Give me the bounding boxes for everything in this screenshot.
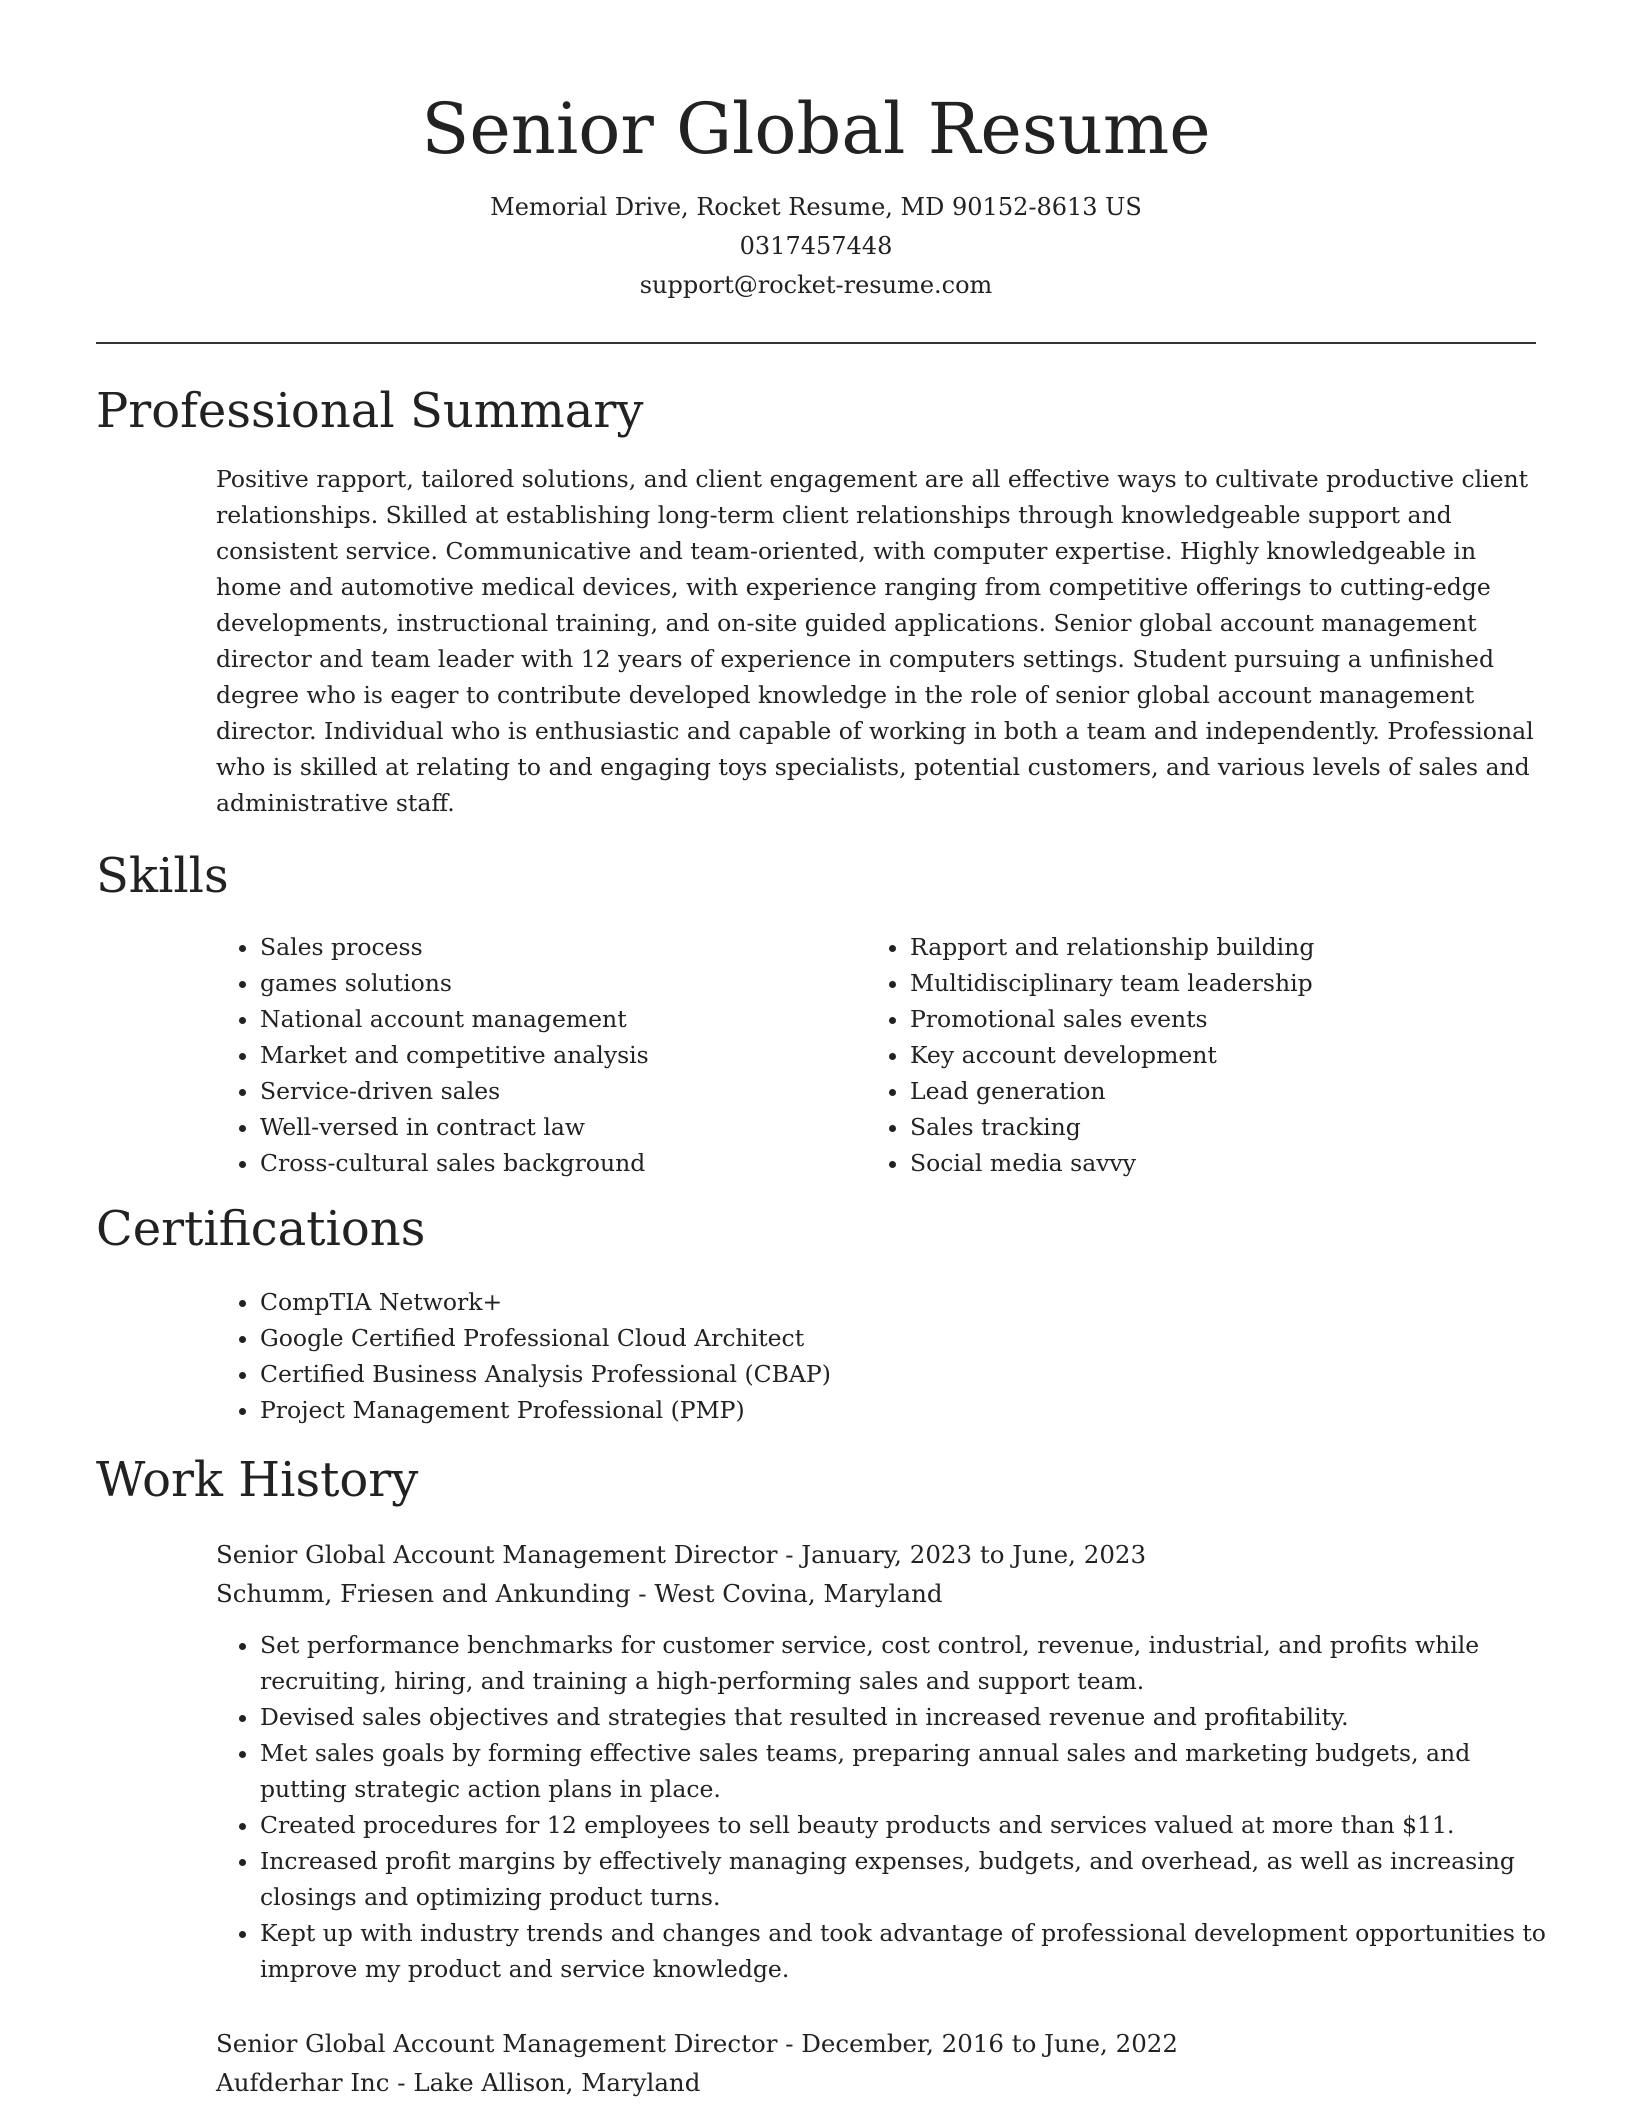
section-title-skills: Skills	[96, 848, 229, 904]
skill-item: • Promotional sales events	[910, 1001, 1570, 1037]
certification-item: • CompTIA Network+	[260, 1284, 1260, 1320]
resume-header	[0, 0, 1632, 305]
job-bullet: • Met sales goals by forming effective sales teams, preparing annual sales and marketing budgets, and putting strategic action plans in place.	[260, 1735, 1546, 1807]
skill-item: • Sales tracking	[910, 1109, 1570, 1145]
job-role: Senior Global Account Management Director	[216, 1540, 778, 1569]
certification-item: • Project Management Professional (PMP)	[260, 1392, 1260, 1428]
job-dates: January, 2023 to June, 2023	[801, 1540, 1147, 1569]
skill-item: • Social media savvy	[910, 1145, 1570, 1181]
contact-email: support@rocket-resume.com	[639, 271, 993, 299]
skill-item: • Cross-cultural sales background	[260, 1145, 860, 1181]
job-bullet: • Set performance benchmarks for customer service, cost control, revenue, industrial, and profits while recruiting, hiring, and training a high-performing sales and support team.	[260, 1627, 1546, 1699]
job-dates: December, 2016 to June, 2022	[801, 2029, 1178, 2058]
section-title-work-history: Work History	[96, 1452, 419, 1508]
skill-item: • Rapport and relationship building	[910, 929, 1570, 965]
skill-item: • Key account development	[910, 1037, 1570, 1073]
skill-item: • Market and competitive analysis	[260, 1037, 860, 1073]
work-entry	[216, 2024, 1546, 2102]
job-bullet: • Kept up with industry trends and changes and took advantage of professional development opportunities to improve my product and service knowledge.	[260, 1915, 1546, 1987]
section-title-summary: Professional Summary	[96, 383, 644, 439]
section-title-certifications: Certifications	[96, 1201, 426, 1257]
skill-item: • Multidisciplinary team leadership	[910, 965, 1570, 1001]
skill-item: • Well-versed in contract law	[260, 1109, 860, 1145]
job-title-line: Senior Global Account Management Director - December, 2016 to June, 2022	[216, 2029, 1178, 2058]
job-title-line: Senior Global Account Management Director - January, 2023 to June, 2023	[216, 1540, 1147, 1569]
job-bullet: • Increased profit margins by effectively managing expenses, budgets, and overhead, as well as increasing closings and optimizing product turns.	[260, 1843, 1546, 1915]
skills-list-left	[216, 929, 860, 1181]
job-bullets	[216, 1627, 1546, 1987]
job-company-line: Aufderhar Inc - Lake Allison, Maryland	[216, 2068, 701, 2097]
skill-item: • games solutions	[260, 965, 860, 1001]
skill-item: • Service-driven sales	[260, 1073, 860, 1109]
job-bullet: • Devised sales objectives and strategies that resulted in increased revenue and profitability.	[260, 1699, 1546, 1735]
contact-info	[0, 188, 1632, 305]
job-company-line: Schumm, Friesen and Ankunding - West Covina, Maryland	[216, 1579, 943, 1608]
certification-item: • Certified Business Analysis Professional (CBAP)	[260, 1356, 1260, 1392]
contact-address: Memorial Drive, Rocket Resume, MD 90152-8613 US	[490, 193, 1142, 221]
job-bullet: • Created procedures for 12 employees to sell beauty products and services valued at more than $11.	[260, 1807, 1546, 1843]
certifications-list	[216, 1284, 1260, 1428]
job-company: Schumm, Friesen and Ankunding	[216, 1579, 631, 1608]
candidate-name: Senior Global Resume	[421, 88, 1211, 170]
job-role: Senior Global Account Management Director	[216, 2029, 778, 2058]
job-company: Aufderhar Inc	[216, 2068, 390, 2097]
skills-list-right	[866, 929, 1570, 1181]
header-divider	[96, 342, 1536, 344]
certification-item: • Google Certified Professional Cloud Architect	[260, 1320, 1260, 1356]
job-location: Lake Allison, Maryland	[413, 2068, 701, 2097]
job-location: West Covina, Maryland	[654, 1579, 943, 1608]
work-entry	[216, 1535, 1546, 1987]
skill-item: • Lead generation	[910, 1073, 1570, 1109]
skill-item: • National account management	[260, 1001, 860, 1037]
contact-phone: 0317457448	[739, 232, 893, 260]
summary-text: Positive rapport, tailored solutions, and client engagement are all effective ways to cultivate productive client relationships. Skilled at establishing long-term client relationships through knowledgeable support and consistent service. Communicative and team-oriented, with computer expertise. Highly knowledgeable in home and automotive medical devices, with experience ranging from competitive offerings to cutting-edge developments, instructional training, and on-site guided applications. Senior global account management director and team leader with 12 years of experience in computers settings. Student pursuing a unfinished degree who is eager to contribute developed knowledge in the role of senior global account management director. Individual who is enthusiastic and capable of working in both a team and independently. Professional who is skilled at relating to and engaging toys specialists, potential customers, and various levels of sales and administrative staff.	[216, 465, 1534, 817]
skill-item: • Sales process	[260, 929, 860, 965]
